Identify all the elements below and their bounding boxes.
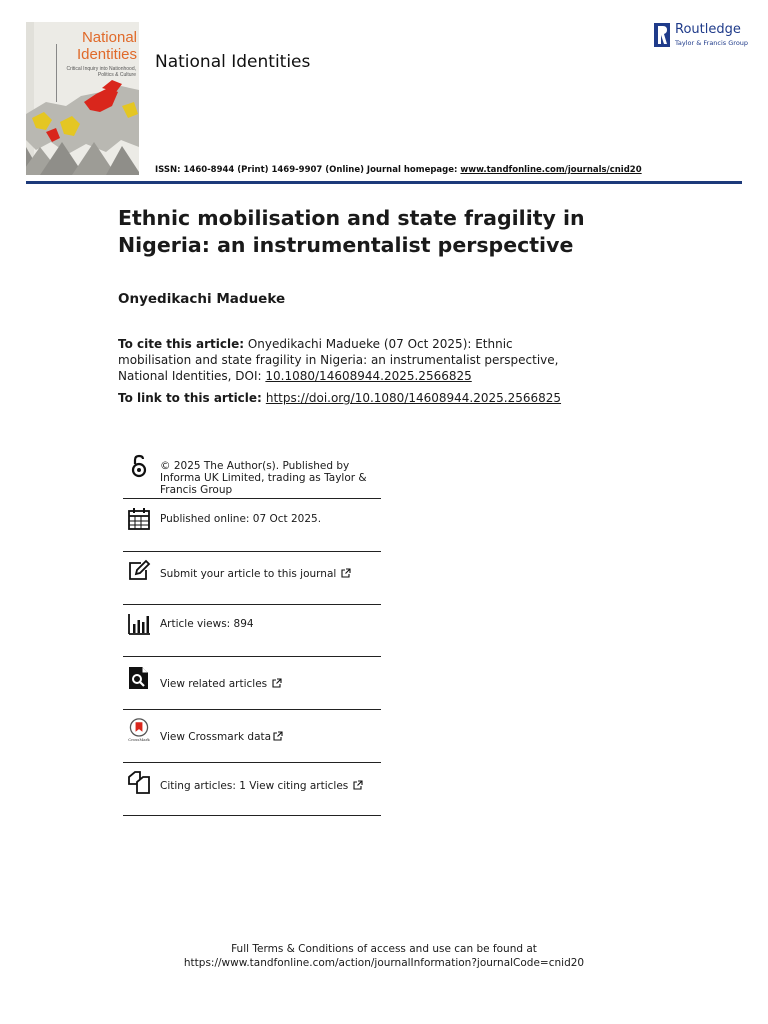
related-row[interactable] bbox=[123, 657, 381, 710]
cover-title: National Identities bbox=[76, 29, 137, 63]
calendar-icon bbox=[127, 507, 151, 531]
external-link-icon bbox=[273, 731, 283, 741]
publisher-name: Routledge bbox=[675, 22, 741, 37]
article-link-block bbox=[118, 390, 561, 406]
issn-text: ISSN: 1460-8944 (Print) 1469-9907 (Online) Journal homepage: bbox=[155, 165, 461, 175]
issn-line bbox=[155, 165, 642, 175]
link-label: To link to this article: bbox=[118, 391, 262, 405]
published-text: Published online: 07 Oct 2025. bbox=[160, 513, 322, 525]
views-row bbox=[123, 605, 381, 657]
external-link-icon bbox=[272, 678, 282, 688]
crossmark-text: View Crossmark data bbox=[160, 731, 272, 743]
published-row bbox=[123, 499, 381, 552]
article-views-text: Article views: 894 bbox=[160, 618, 254, 630]
open-access-row bbox=[123, 452, 381, 499]
journal-name: National Identities bbox=[155, 52, 311, 72]
citing-articles-text: Citing articles: 1 View citing articles bbox=[160, 780, 349, 792]
search-document-icon bbox=[127, 666, 151, 690]
citing-articles-icon bbox=[127, 771, 151, 795]
cover-subtitle: Critical Inquiry into Nationhood, Politics & Culture bbox=[66, 66, 136, 78]
submit-row[interactable] bbox=[123, 552, 381, 605]
terms-text: Full Terms & Conditions of access and use can be found at bbox=[231, 943, 537, 955]
submit-article-link[interactable] bbox=[160, 568, 385, 580]
header-rule bbox=[26, 181, 742, 184]
publisher-logo bbox=[653, 22, 749, 50]
article-author: Onyedikachi Madueke bbox=[118, 291, 286, 307]
citation-block bbox=[118, 336, 588, 384]
citing-row[interactable] bbox=[123, 763, 381, 816]
article-doi-link[interactable]: https://doi.org/10.1080/14608944.2025.2566825 bbox=[265, 391, 562, 405]
external-link-icon bbox=[353, 780, 363, 790]
citing-articles-link[interactable] bbox=[160, 780, 385, 792]
related-articles-text: View related articles bbox=[160, 678, 268, 690]
citation-text: Onyedikachi Madueke (07 Oct 2025): Ethnic mobilisation and state fragility in Nigeria: an instrumentalist perspective, National Identities, DOI: bbox=[118, 337, 559, 383]
citation-doi-link[interactable]: 10.1080/14608944.2025.2566825 bbox=[265, 369, 472, 383]
crossmark-icon bbox=[127, 718, 151, 742]
crossmark-row[interactable] bbox=[123, 710, 381, 763]
crossmark-link[interactable] bbox=[160, 731, 385, 743]
cover-spine bbox=[56, 44, 57, 102]
journal-homepage-link[interactable]: www.tandfonline.com/journals/cnid20 bbox=[460, 165, 642, 175]
citation-label: To cite this article: bbox=[118, 337, 245, 351]
article-title: Ethnic mobilisation and state fragility in Nigeria: an instrumentalist perspective bbox=[118, 206, 585, 257]
open-access-icon bbox=[127, 454, 151, 478]
open-access-text: © 2025 The Author(s). Published by Informa UK Limited, trading as Taylor & Francis Group bbox=[160, 460, 367, 496]
routledge-r-icon bbox=[653, 22, 671, 48]
submit-article-text: Submit your article to this journal bbox=[160, 568, 337, 580]
related-articles-link[interactable] bbox=[160, 678, 385, 690]
publisher-group: Taylor & Francis Group bbox=[675, 39, 749, 47]
edit-icon bbox=[127, 559, 151, 583]
crossmark-logo-text: CrossMark bbox=[128, 737, 150, 742]
bar-chart-icon bbox=[127, 612, 151, 636]
external-link-icon bbox=[341, 568, 351, 578]
terms-footer bbox=[0, 942, 768, 970]
terms-url-link[interactable]: https://www.tandfonline.com/action/journalInformation?journalCode=cnid20 bbox=[183, 957, 585, 969]
journal-cover bbox=[26, 22, 139, 175]
